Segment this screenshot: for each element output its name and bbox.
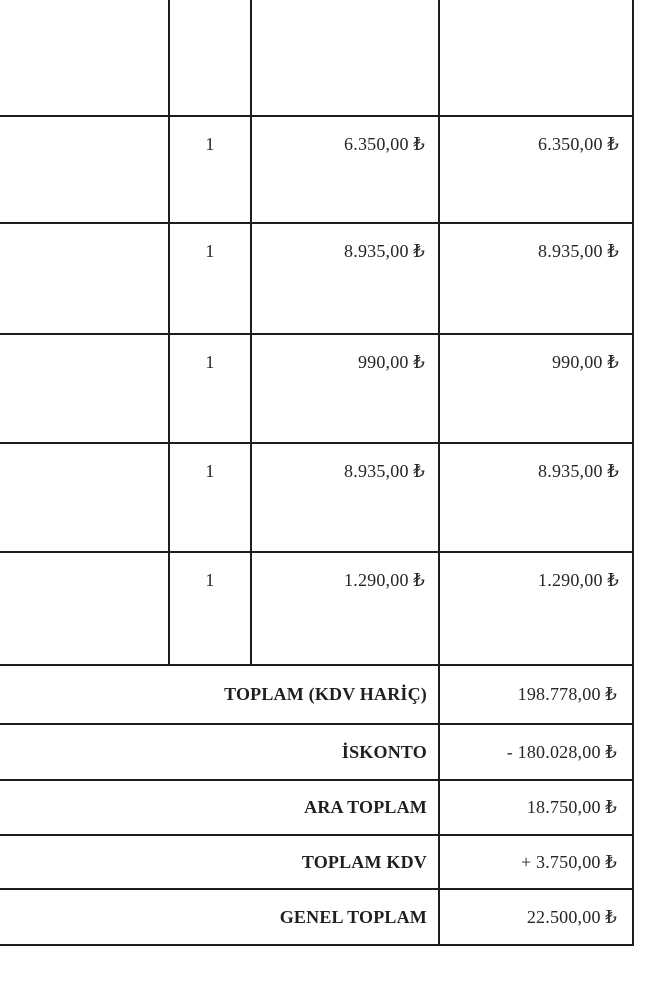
description-cell [0, 335, 168, 442]
table-row [0, 117, 634, 224]
line-total-cell: 6.350,00 ₺ [438, 117, 632, 222]
summary-value: 198.778,00 ₺ [438, 666, 632, 723]
table-row-partial [0, 0, 634, 117]
line-total-cell: 8.935,00 ₺ [438, 224, 632, 333]
quantity-cell [168, 0, 250, 115]
quantity-cell: 1 [168, 553, 250, 664]
description-cell [0, 444, 168, 551]
table-row [0, 553, 634, 666]
quantity-cell: 1 [168, 444, 250, 551]
summary-row-grand-total [0, 890, 634, 946]
summary-row-discount [0, 725, 634, 781]
summary-row-subtotal [0, 781, 634, 836]
summary-label: TOPLAM (KDV HARİÇ) [224, 684, 427, 704]
unit-price-cell: 6.350,00 ₺ [250, 117, 438, 222]
line-total-cell: 990,00 ₺ [438, 335, 632, 442]
unit-price-cell: 8.935,00 ₺ [250, 224, 438, 333]
summary-label: İSKONTO [341, 741, 427, 762]
description-cell [0, 224, 168, 333]
table-row [0, 224, 634, 335]
line-total-cell: 1.290,00 ₺ [438, 553, 632, 664]
description-cell [0, 0, 168, 115]
unit-price-cell: 990,00 ₺ [250, 335, 438, 442]
table-row [0, 444, 634, 553]
unit-price-cell: 1.290,00 ₺ [250, 553, 438, 664]
quantity-cell: 1 [168, 224, 250, 333]
summary-label: ARA TOPLAM [304, 797, 427, 817]
line-total-cell: 8.935,00 ₺ [438, 444, 632, 551]
unit-price-cell [250, 0, 438, 115]
quantity-cell: 1 [168, 117, 250, 222]
description-cell [0, 117, 168, 222]
summary-value: - 180.028,00 ₺ [438, 725, 632, 779]
table-row [0, 335, 634, 444]
summary-value: + 3.750,00 ₺ [438, 836, 632, 888]
unit-price-cell: 8.935,00 ₺ [250, 444, 438, 551]
summary-row-total-vat [0, 836, 634, 890]
description-cell [0, 553, 168, 664]
summary-label: GENEL TOPLAM [279, 906, 427, 927]
summary-label: TOPLAM KDV [301, 851, 427, 872]
line-total-cell [438, 0, 632, 115]
quantity-cell: 1 [168, 335, 250, 442]
summary-value: 18.750,00 ₺ [438, 781, 632, 834]
summary-value: 22.500,00 ₺ [438, 890, 632, 944]
summary-row-subtotal-ex-vat [0, 666, 634, 725]
